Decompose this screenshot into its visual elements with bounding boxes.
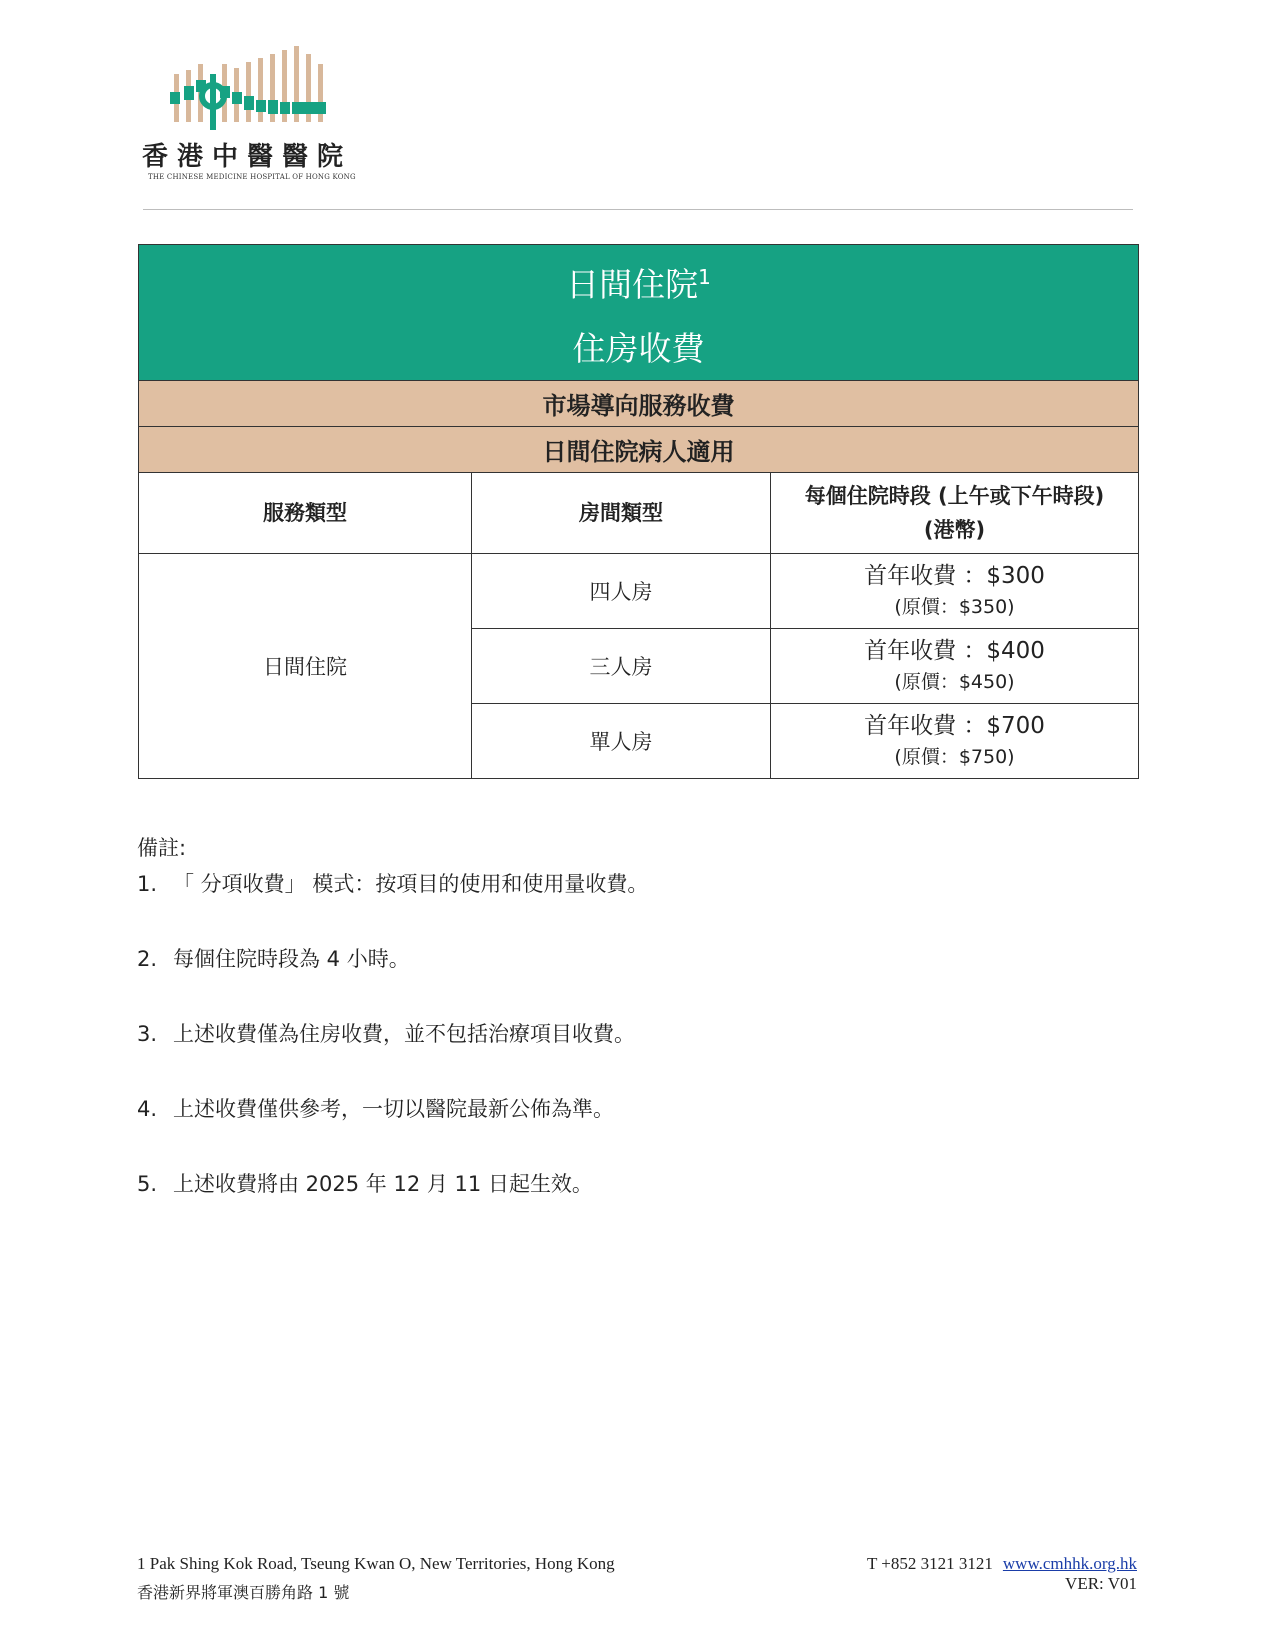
room-type-cell: 單人房 <box>472 704 771 779</box>
note-number: 1. <box>137 872 158 896</box>
note-number: 4. <box>137 1097 158 1121</box>
original-price: (原價：$750) <box>894 746 1015 768</box>
room-type-cell: 三人房 <box>472 629 771 704</box>
list-item <box>137 866 648 941</box>
footer-phone: T +852 3121 3121 <box>866 1554 993 1573</box>
band-market-fee: 市場導向服務收費 <box>139 381 1139 427</box>
column-header-service: 服務類型 <box>139 473 472 554</box>
footer-contact <box>867 1554 1137 1594</box>
note-number: 2. <box>137 947 158 971</box>
website-link[interactable]: www.cmhhk.org.hk <box>1002 1554 1137 1573</box>
price-cell <box>771 629 1139 704</box>
band-day-patient: 日間住院病人適用 <box>139 427 1139 473</box>
version-label: VER: V01 <box>1065 1574 1137 1593</box>
list-item <box>137 1091 648 1166</box>
logo-name-chinese: 香港中醫醫院 <box>142 142 353 172</box>
notes-title: 備註: <box>137 836 187 860</box>
hospital-logo <box>142 44 372 184</box>
table-title-cell <box>139 245 1139 381</box>
header-divider <box>143 209 1133 210</box>
list-item <box>137 1166 648 1241</box>
note-text: 上述收費僅為住房收費，並不包括治療項目收費。 <box>173 1022 635 1046</box>
period-header-line2: (港幣) <box>923 518 986 542</box>
note-number: 3. <box>137 1022 158 1046</box>
list-item <box>137 941 648 1016</box>
original-price: (原價：$350) <box>894 596 1015 618</box>
column-header-room: 房間類型 <box>472 473 771 554</box>
first-year-fee: 首年收費 ：$300 <box>864 563 1045 589</box>
notes-section <box>137 832 648 1241</box>
room-type-cell: 四人房 <box>472 554 771 629</box>
footnote-marker: 1 <box>698 264 711 289</box>
price-cell <box>771 704 1139 779</box>
table-title: 日間住院$^1$ <box>566 264 711 304</box>
first-year-fee: 首年收費 ：$700 <box>864 713 1045 739</box>
footer-address-chinese: 香港新界將軍澳百勝角路 1 號 <box>137 1583 350 1602</box>
service-type-cell: 日間住院 <box>139 554 472 779</box>
fee-table <box>138 244 1139 779</box>
note-text: 上述收費將由 2025 年 12 月 11 日起生效。 <box>173 1172 593 1196</box>
period-header-line1: 每個住院時段 (上午或下午時段) <box>804 484 1105 508</box>
note-text: 上述收費僅供參考，一切以醫院最新公佈為準。 <box>173 1097 614 1121</box>
note-text: 「 分項收費」 模式：按項目的使用和使用量收費。 <box>173 872 649 896</box>
column-header-period <box>771 473 1139 554</box>
table-row <box>139 554 1139 629</box>
price-cell <box>771 554 1139 629</box>
footer-address-english: 1 Pak Shing Kok Road, Tseung Kwan O, New Territories, Hong Kong <box>137 1554 615 1573</box>
first-year-fee: 首年收費 ：$400 <box>864 638 1045 664</box>
note-text: 每個住院時段為 4 小時。 <box>173 947 410 971</box>
table-subtitle: 住房收費 <box>572 328 705 368</box>
list-item <box>137 1016 648 1091</box>
logo-name-english: THE CHINESE MEDICINE HOSPITAL OF HONG KONG <box>148 173 356 181</box>
table-title-row <box>139 245 1139 381</box>
note-number: 5. <box>137 1172 158 1196</box>
original-price: (原價：$450) <box>894 671 1015 693</box>
logo-mark-icon <box>170 44 340 130</box>
